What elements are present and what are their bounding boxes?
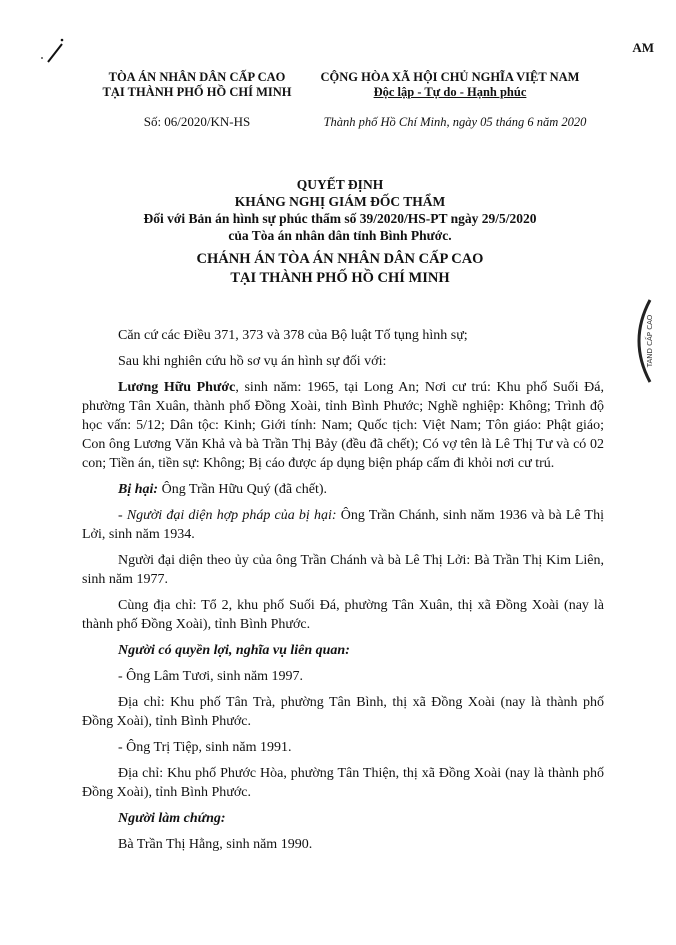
authority-line-1: CHÁNH ÁN TÒA ÁN NHÂN DÂN CẤP CAO <box>196 251 484 267</box>
place-date: Thành phố Hồ Chí Minh, ngày 05 tháng 6 năm 2020 <box>323 115 587 129</box>
court-line-2: TẠI THÀNH PHỐ HỒ CHÍ MINH <box>102 85 292 99</box>
court-name <box>82 70 312 100</box>
para-authorized-rep: Người đại diện theo ủy của ông Trần Chánh và bà Lê Thị Lởi: Bà Trần Thị Kim Liên, sinh năm 1977. <box>82 553 604 587</box>
svg-text:TAND CẤP CAO: TAND CẤP CAO <box>646 314 654 368</box>
para-legal-rep: - Người đại diện hợp pháp của bị hại: Ông Trần Chánh, sinh năm 1936 và bà Lê Thị Lởi, sinh năm 1934. <box>82 508 604 542</box>
pen-mark-icon <box>40 36 70 66</box>
para-party-2-address: Địa chỉ: Khu phố Phước Hòa, phường Tân Thiện, thị xã Đồng Xoài (nay là thành phố Đồng Xoài), tỉnh Bình Phước. <box>82 766 604 800</box>
para-legal-basis: Căn cứ các Điều 371, 373 và 378 của Bộ luật Tố tụng hình sự; <box>118 328 468 343</box>
para-witness-label: Người làm chứng: <box>118 811 226 826</box>
para-party-1: - Ông Lâm Tươi, sinh năm 1997. <box>118 669 304 684</box>
para-party-2: - Ông Trị Tiệp, sinh năm 1991. <box>118 740 292 755</box>
nation-line-1: CỘNG HÒA XÃ HỘI CHỦ NGHĨA VIỆT NAM <box>320 70 580 84</box>
title-line-2: KHÁNG NGHỊ GIÁM ĐỐC THẨM <box>234 194 446 209</box>
para-related-parties: Người có quyền lợi, nghĩa vụ liên quan: <box>118 643 350 658</box>
para-victim: Bị hại: Ông Trần Hữu Quý (đã chết). <box>118 482 328 497</box>
document-title <box>40 176 640 244</box>
title-line-1: QUYẾT ĐỊNH <box>296 177 384 192</box>
title-line-3: Đối với Bản án hình sự phúc thẩm số 39/2020/HS-PT ngày 29/5/2020 <box>143 211 537 226</box>
title-line-4: của Tòa án nhân dân tỉnh Bình Phước. <box>228 228 452 243</box>
court-line-1: TÒA ÁN NHÂN DÂN CẤP CAO <box>108 70 286 84</box>
para-witness: Bà Trần Thị Hằng, sinh năm 1990. <box>118 837 313 852</box>
authority-line-2: TẠI THÀNH PHỐ HỒ CHÍ MINH <box>230 270 450 286</box>
national-motto <box>300 70 600 100</box>
para-party-1-address: Địa chỉ: Khu phố Tân Trà, phường Tân Bình, thị xã Đồng Xoài (nay là thành phố Đồng Xoài), tỉnh Bình Phước. <box>82 695 604 729</box>
document-number: Số: 06/2020/KN-HS <box>143 114 251 129</box>
document-body <box>82 326 604 861</box>
seal-stamp-icon <box>626 296 660 386</box>
defendant-name: Lương Hữu Phước <box>118 380 236 395</box>
issuing-authority <box>40 250 640 288</box>
nation-line-2: Độc lập - Tự do - Hạnh phúc <box>373 85 527 99</box>
para-review: Sau khi nghiên cứu hồ sơ vụ án hình sự đối với: <box>118 354 387 369</box>
para-shared-address: Cùng địa chỉ: Tổ 2, khu phố Suối Đá, phường Tân Xuân, thị xã Đồng Xoài (nay là thành phố Đồng Xoài), tỉnh Bình Phước. <box>82 598 604 632</box>
para-defendant: Lương Hữu Phước, sinh năm: 1965, tại Long An; Nơi cư trú: Khu phố Suối Đá, phường Tân Xuân, thành phố Đồng Xoài, tỉnh Bình Phước; Nghề nghiệp: Không; Trình độ học vấn: 5/12; Dân tộc: Kinh; Giới tính: Nam; Quốc tịch: Việt Nam; Tôn giáo: Phật giáo; Con ông Lương Văn Khả và bà Trần Thị Bảy (đều đã chết); Có vợ tên là Lê Thị Tư và có 02 con; Tiền án, tiền sự: Không; Bị cáo được áp dụng biện pháp cấm đi khỏi nơi cư trú. <box>82 380 604 471</box>
corner-mark: AM <box>632 40 654 55</box>
